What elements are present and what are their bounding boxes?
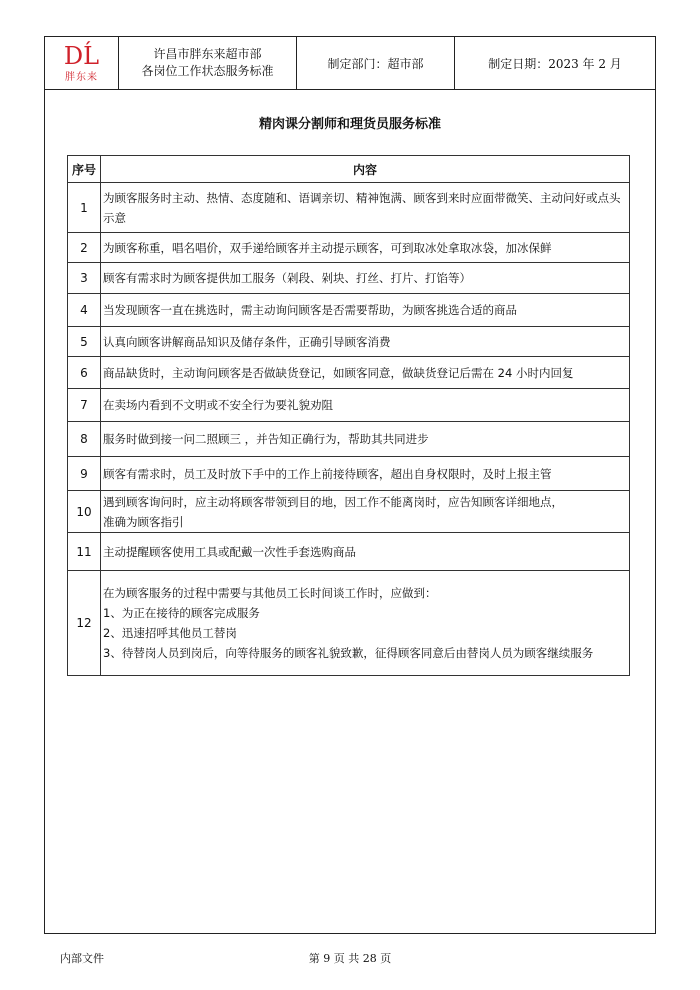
content-line: 主动提醒顾客使用工具或配戴一次性手套选购商品 [103,544,356,559]
footer-label: 内部文件 [60,952,104,965]
logo-name: 胖东来 [65,71,98,83]
document-header [45,37,655,90]
table-row [68,533,630,571]
row-number: 5 [68,327,101,357]
table-header-row [68,156,630,183]
row-number: 8 [68,422,101,457]
row-number: 11 [68,533,101,571]
table-row [68,457,630,491]
row-content [101,233,630,263]
content-line: 2、迅速招呼其他员工替岗 [103,626,237,640]
row-number: 1 [68,183,101,233]
table-row [68,233,630,263]
table-row [68,357,630,389]
row-number: 7 [68,389,101,422]
row-content [101,327,630,357]
table-row [68,389,630,422]
row-number: 4 [68,294,101,327]
row-number: 6 [68,357,101,389]
content-line: 为顾客服务时主动、热情、态度随和、语调亲切、精神饱满、顾客到来时应面带微笑、主动问好或点头示意 [103,190,621,225]
table-row [68,422,630,457]
row-content [101,294,630,327]
content-line: 在为顾客服务的过程中需要与其他员工长时间谈工作时，应做到： [103,586,437,600]
row-content [101,491,630,533]
content-line: 当发现顾客一直在挑选时，需主动询问顾客是否需要帮助，为顾客挑选合适的商品 [103,303,517,317]
standards-table [67,155,630,676]
logo-mark: DĹ [63,41,100,70]
row-number: 3 [68,263,101,294]
row-content [101,422,630,457]
header-no: 序号 [68,156,101,183]
table-row [68,571,630,676]
page-frame [44,36,656,934]
header-content: 内容 [101,156,630,183]
header-title-line2: 各岗位工作状态服务标准 [141,64,274,78]
content-line: 顾客有需求时，员工及时放下手中的工作上前接待顾客，超出自身权限时，及时上报主管 [103,466,552,481]
content-line: 在卖场内看到不文明或不安全行为要礼貌劝阻 [103,398,333,412]
row-content [101,533,630,571]
row-content [101,389,630,422]
content-line: 顾客有需求时为顾客提供加工服务（剁段、剁块、打丝、打片、打馅等） [103,271,471,285]
row-content [101,457,630,491]
content-line: 商品缺货时，主动询问顾客是否做缺货登记，如顾客同意，做缺货登记后需在 24 小时内回复 [103,365,574,380]
row-content [101,357,630,389]
row-number: 2 [68,233,101,263]
table-row [68,183,630,233]
page-number: 第 9 页 共 28 页 [308,952,392,965]
company-logo [45,37,119,89]
header-date: 制定日期：2023 年 2 月 [488,56,622,71]
table-row [68,263,630,294]
row-content [101,183,630,233]
document-title: 精肉课分割师和理货员服务标准 [258,117,441,132]
row-content [101,263,630,294]
content-line: 遇到顾客询问时，应主动将顾客带领到目的地，因工作不能离岗时，应告知顾客详细地点， [103,494,563,509]
content-line: 为顾客称重，唱名唱价，双手递给顾客并主动提示顾客，可到取冰处拿取冰袋，加冰保鲜 [103,240,552,255]
content-line: 认真向顾客讲解商品知识及储存条件，正确引导顾客消费 [103,334,391,349]
content-line: 3、待替岗人员到岗后，向等待服务的顾客礼貌致歉，征得顾客同意后由替岗人员为顾客继续服务 [103,646,594,660]
header-title [119,37,297,89]
table-row [68,491,630,533]
content-line: 1、为正在接待的顾客完成服务 [103,606,260,620]
content-line: 服务时做到接一问二照顾三 ，并告知正确行为，帮助其共同进步 [103,432,429,446]
row-content [101,571,630,676]
table-row [68,327,630,357]
row-number: 10 [68,491,101,533]
header-department: 制定部门：超市部 [297,37,455,89]
row-number: 12 [68,571,101,676]
row-number: 9 [68,457,101,491]
content-line: 准确为顾客指引 [103,514,184,529]
header-title-line1: 许昌市胖东来超市部 [153,47,262,61]
table-row [68,294,630,327]
